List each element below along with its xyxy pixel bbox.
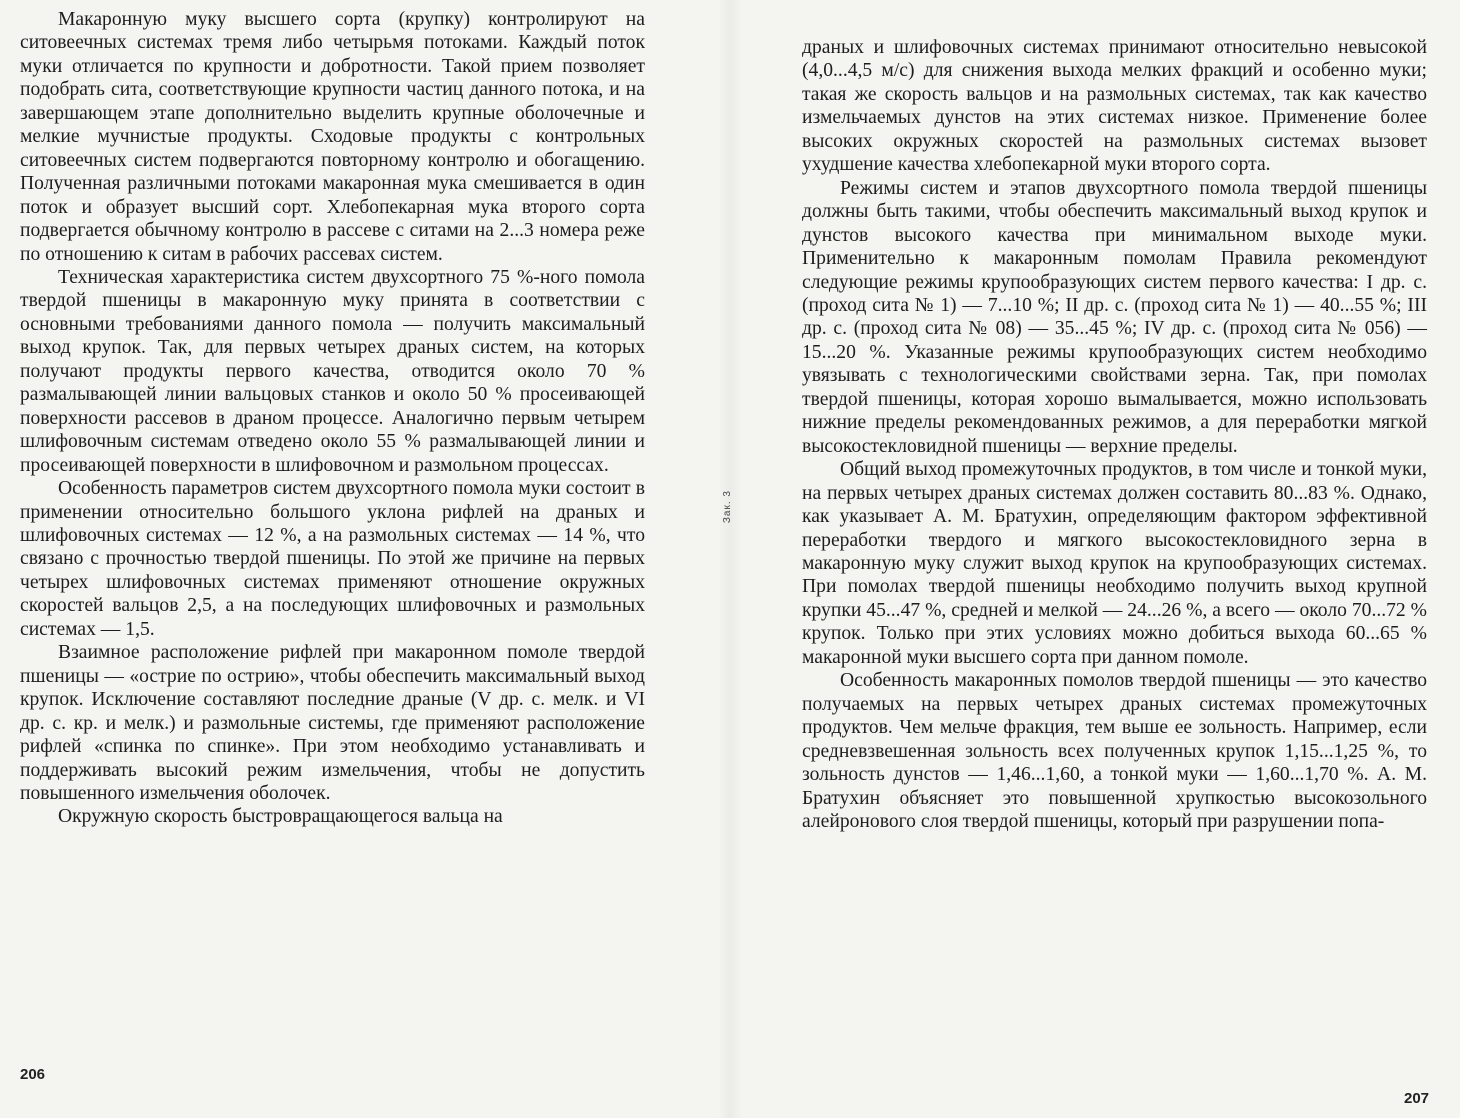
paragraph: Особенность параметров систем двухсортного помола муки состоит в применении относительно большого уклона рифлей на драных и шлифовочных системах — 12 %, а на размольных системах — 14 %, что связано с прочностью твердой пшеницы. По этой же причине на первых четырех шлифовочных системах применяют отношение окружных скоростей вальцов 2,5, а на последующих шлифовочных и размольных системах — 1,5. xyxy=(20,478,645,640)
page-number-left: 206 xyxy=(20,1066,46,1083)
paragraph: драных и шлифовочных системах принимают относительно невысокой (4,0...4,5 м/с) для снижения выхода мелких фракций и особенно муки; такая же скорость вальцов и на размольных системах, так как качество измельчаемых дунстов на этих системах низкое. Применение более высоких окружных скоростей на размольных системах вызовет ухудшение качества хлебопекарной муки второго сорта. xyxy=(802,37,1427,176)
paragraph: Макаронную муку высшего сорта (крупку) контролируют на ситовеечных системах тремя либо четырьмя потоками. Каждый поток муки отличается по крупности и добротности. Такой прием позволяет подобрать сита, соответствующие крупности частиц данного потока, и на завершающем этапе дополнительно выделить крупные оболочечные и мелкие мучнистые продукты. Сходовые продукты с контрольных ситовеечных систем подвергаются повторному контролю и обогащению. Полученная различными потоками макаронная мука смешивается в один поток и образует высший сорт. Хлебопекарная мука второго сорта подвергается обычному контролю в рассеве с ситами на 2...3 номера реже по отношению к ситам в рабочих рассевах систем. xyxy=(20,9,645,265)
paragraph: Общий выход промежуточных продуктов, в том числе и тонкой муки, на первых четырех драных системах должен составить 80...83 %. Однако, как указывает А. М. Братухин, определяющим фактором эффективной переработки твердого и мягкого высокостекловидного зерна в макаронную муку служит выход крупок на крупообразующих системах. При помолах твердой пшеницы необходимо получить выход крупной крупки 45...47 %, средней и мелкой — 24...26 %, а всего — около 70...72 % крупок. Только при этих условиях можно добиться выхода 60...65 % макаронной муки высшего сорта при данном помоле. xyxy=(802,459,1427,668)
left-page xyxy=(0,0,720,1118)
book-gutter xyxy=(718,0,742,1118)
paragraph: Техническая характеристика систем двухсортного 75 %-ного помола твердой пшеницы в макаронную муку принята в соответствии с основными требованиями данного помола — получить максимальный выход крупок. Так, для первых четырех драных систем, на которых получают продукты первого качества, отводится около 70 % размалывающей линии вальцовых станков и около 50 % просеивающей поверхности рассевов в драном процессе. Аналогично первым четырем шлифовочным системам отведено около 55 % размалывающей линии и просеивающей поверхности в шлифовочном и размольном процессах. xyxy=(20,266,645,476)
right-page-text xyxy=(802,36,1427,833)
right-page xyxy=(740,0,1460,1118)
paragraph: Особенность макаронных помолов твердой пшеницы — это качество получаемых на первых четырех драных системах промежуточных продуктов. Чем мельче фракция, тем выше ее зольность. Например, если средневзвешенная зольность всех полученных крупок 1,15...1,25 %, то зольность дунстов — 1,46...1,60, а тонкой муки — 1,60...1,70 %. А. М. Братухин объясняет это повышенной хрупкостью высокозольного алейронового слоя твердой пшеницы, который при разрушении попа- xyxy=(802,670,1427,832)
page-number-right: 207 xyxy=(1404,1090,1430,1107)
gutter-print-mark: Зак. 3 xyxy=(722,490,733,524)
paragraph: Окружную скорость быстровращающегося вальца на xyxy=(58,806,503,828)
paragraph: Взаимное расположение рифлей при макаронном помоле твердой пшеницы — «острие по острию», чтобы обеспечить максимальный выход крупок. Исключение составляют последние драные (V др. с. мелк. и VI др. с. кр. и мелк.) и размольные системы, где применяют расположение рифлей «спинка по спинке». При этом необходимо устанавливать и поддерживать высокий режим измельчения, чтобы не допустить повышенного измельчения оболочек. xyxy=(20,642,645,804)
left-page-text xyxy=(20,8,645,829)
paragraph: Режимы систем и этапов двухсортного помола твердой пшеницы должны быть такими, чтобы обеспечить максимальный выход крупок и дунстов высокого качества при минимальном выходе муки. Применительно к макаронным помолам Правила рекомендуют следующие режимы крупообразующих систем первого качества: I др. с. (проход сита № 1) — 7...10 %; II др. с. (проход сита № 1) — 40...55 %; III др. с. (проход сита № 08) — 35...45 %; IV др. с. (проход сита № 056) — 15...20 %. Указанные режимы крупообразующих систем необходимо увязывать с технологическими свойствами зерна. Так, при помолах твердой пшеницы, которая хорошо вымалывается, можно использовать нижние пределы рекомендованных режимов, а для переработки мягкой высокостекловидной пшеницы — верхние пределы. xyxy=(802,177,1427,457)
